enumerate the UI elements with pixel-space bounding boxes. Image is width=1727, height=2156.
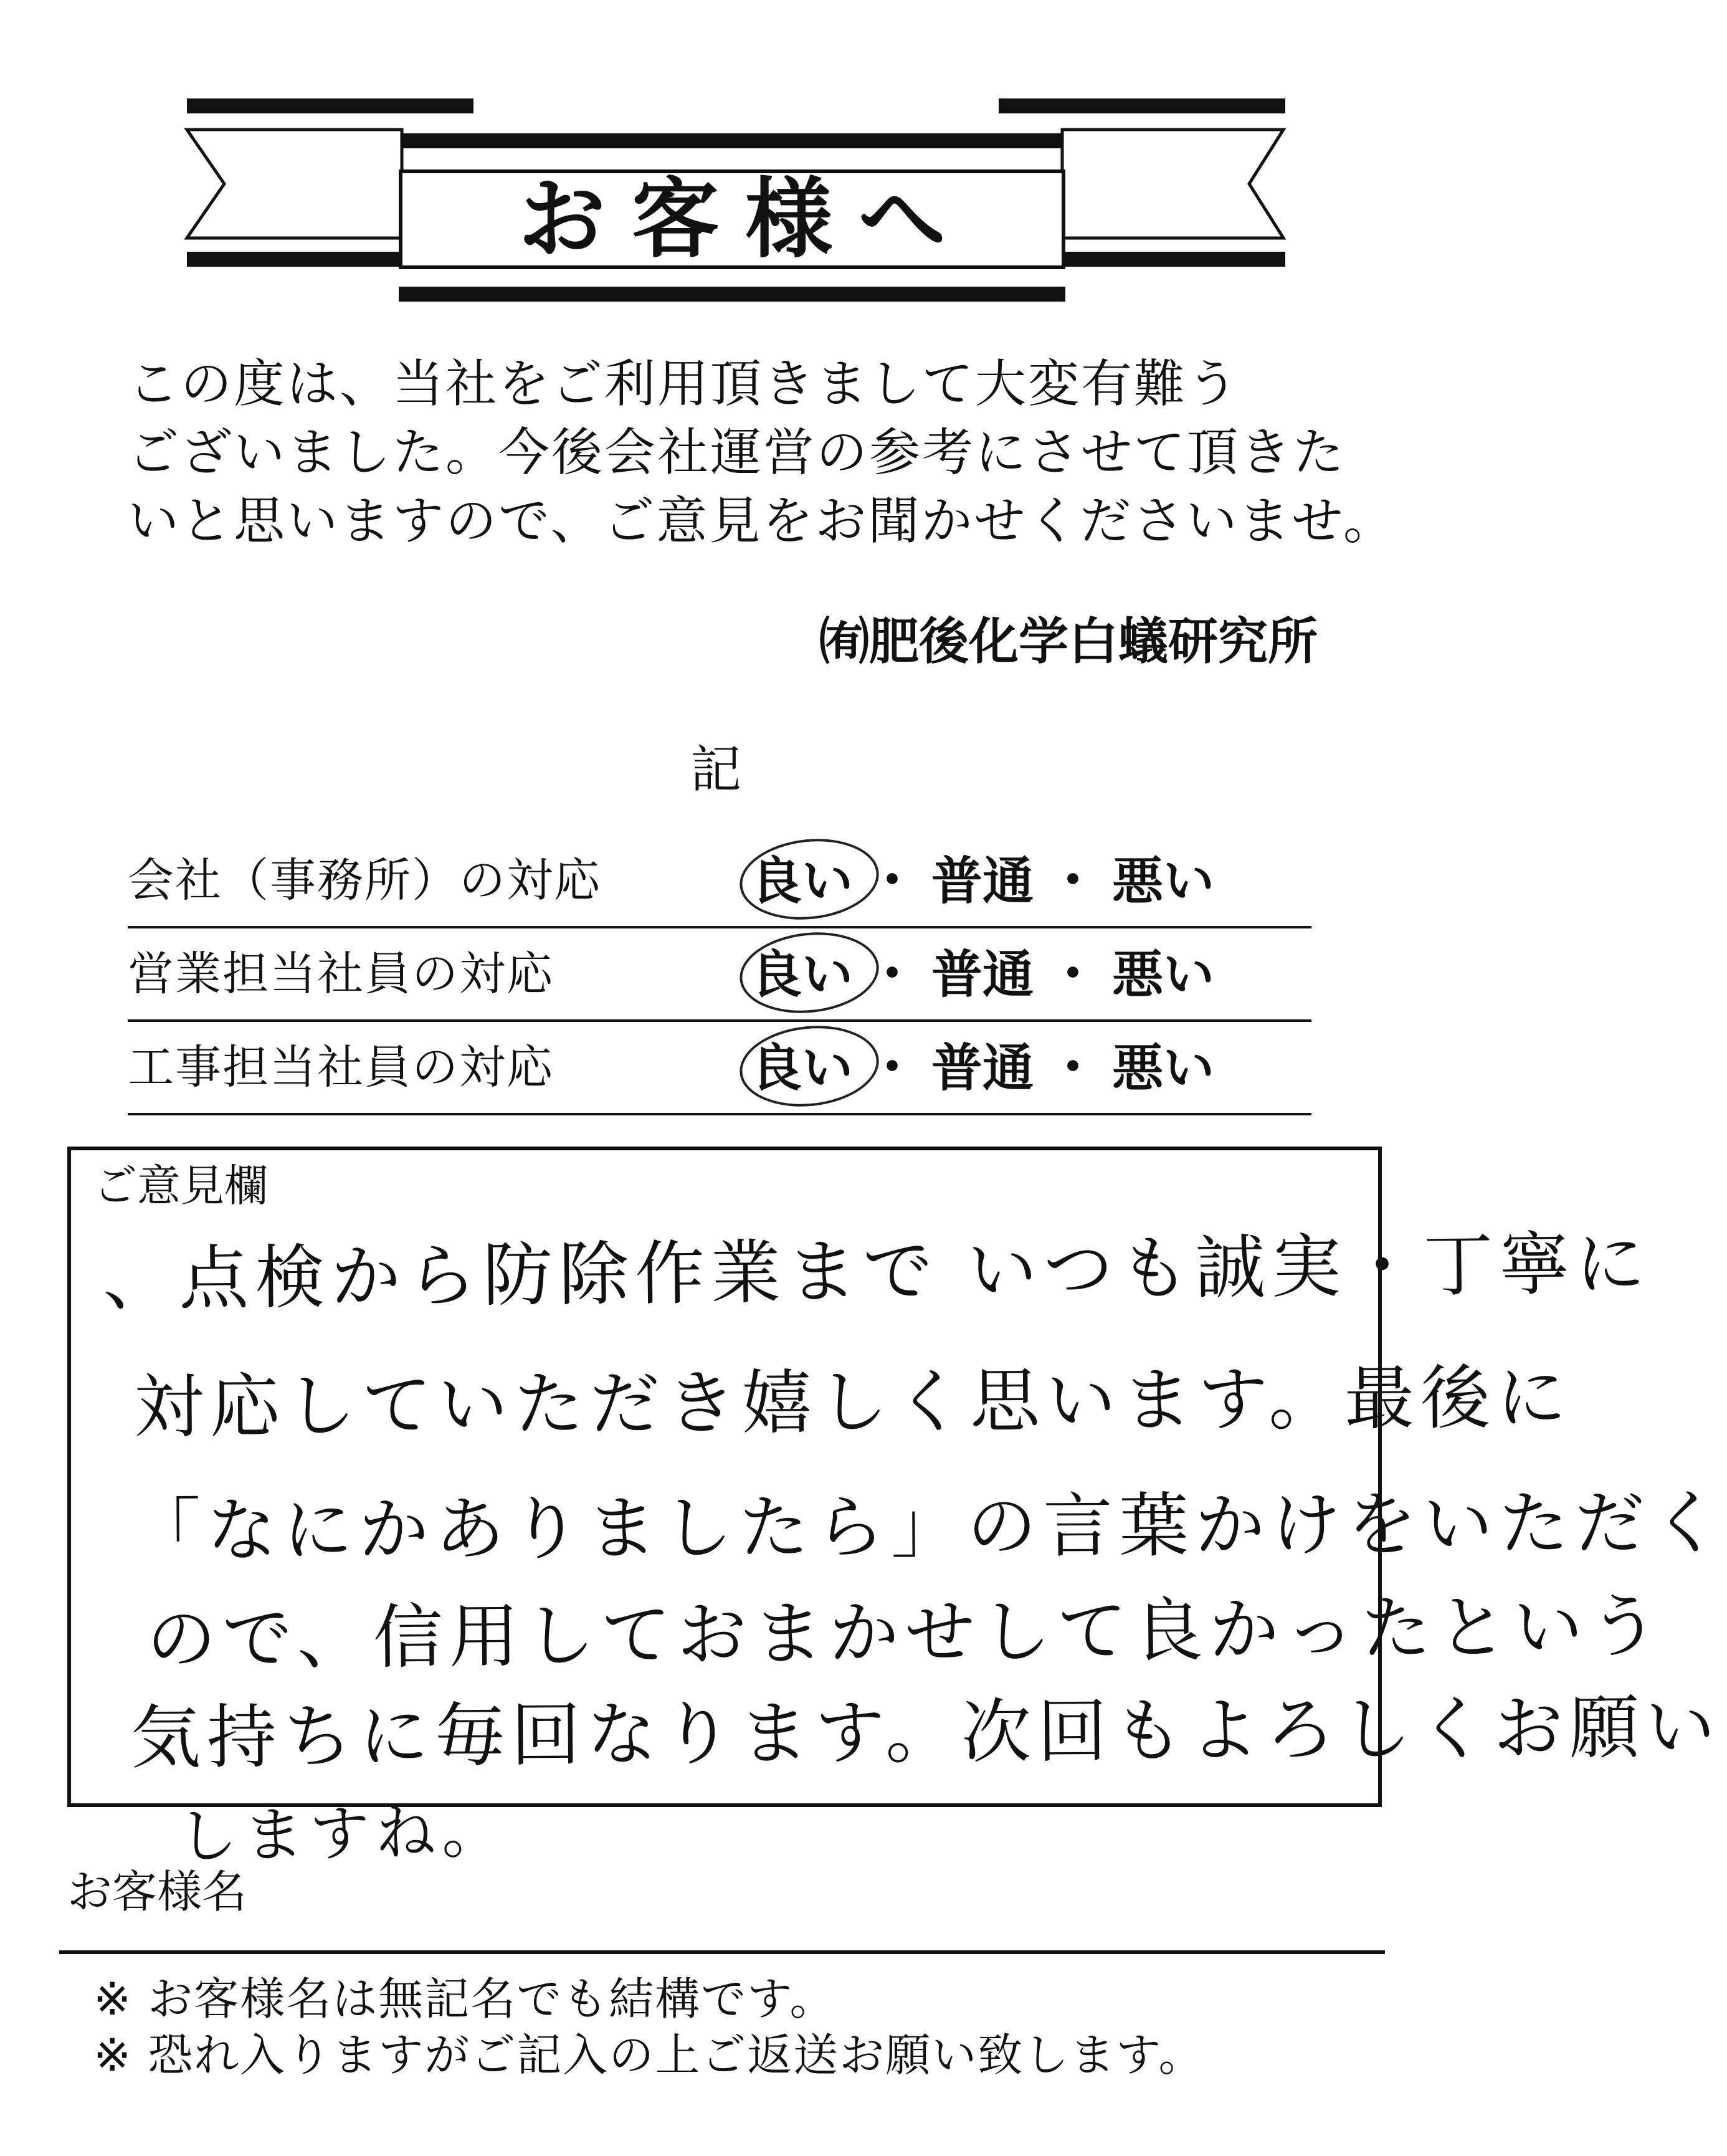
handwritten-line-6: しますね。 xyxy=(177,1796,508,1872)
separator: ・ xyxy=(867,851,918,910)
eval-options xyxy=(751,851,1215,911)
option-bad[interactable]: 悪い xyxy=(1112,851,1215,911)
intro-line-2: ございました。今後会社運営の参考にさせて頂きた xyxy=(128,423,1346,482)
banner-bar-bottom-center xyxy=(399,287,1065,302)
option-good[interactable]: 良い xyxy=(751,1042,853,1094)
eval-label: 工事担当社員の対応 xyxy=(128,1041,554,1094)
customer-name-field[interactable] xyxy=(59,1950,1385,1954)
handwritten-line-3: 「なにかありましたら」の言葉かけをいただく xyxy=(130,1482,1727,1572)
note-return: ※ 恐れ入りますがご記入の上ご返送お願い致します。 xyxy=(93,2029,1205,2081)
eval-row-sales xyxy=(128,928,1311,1022)
eval-options xyxy=(751,1038,1215,1098)
company-name: ㈲肥後化学白蟻研究所 xyxy=(819,613,1318,670)
page-title: お客様へ xyxy=(518,168,972,270)
eval-row-construction xyxy=(128,1022,1311,1115)
handwritten-line-2: 対応していただき嬉しく思います。最後に xyxy=(133,1357,1573,1449)
option-normal[interactable]: 普通 xyxy=(931,1038,1034,1098)
eval-label: 会社（事務所）の対応 xyxy=(128,854,601,907)
title-box xyxy=(399,169,1065,269)
option-normal[interactable]: 普通 xyxy=(931,851,1034,911)
option-good[interactable]: 良い xyxy=(751,949,853,1000)
eval-label: 営業担当社員の対応 xyxy=(128,947,554,1001)
banner-ribbon-right xyxy=(1062,125,1287,243)
option-normal[interactable]: 普通 xyxy=(931,945,1034,1004)
intro-line-3: いと思いますので、ご意見をお聞かせくださいませ。 xyxy=(128,492,1396,551)
banner-bar-top-center xyxy=(399,133,1065,148)
banner-bar-top-left xyxy=(187,98,473,113)
selection-circle xyxy=(736,926,883,1020)
intro-line-1: この度は、当社をご利用頂きまして大変有難う xyxy=(128,355,1240,414)
selection-circle xyxy=(736,1019,883,1114)
handwritten-line-4: ので、信用しておまかせして良かったという xyxy=(146,1586,1666,1681)
eval-row-office xyxy=(128,835,1311,928)
separator: ・ xyxy=(867,1038,918,1097)
separator: ・ xyxy=(867,945,918,1004)
comment-label: ご意見欄 xyxy=(93,1160,268,1211)
option-good[interactable]: 良い xyxy=(751,856,853,907)
option-bad[interactable]: 悪い xyxy=(1112,1038,1215,1098)
separator: ・ xyxy=(1047,945,1099,1004)
customer-name-label: お客様名 xyxy=(67,1866,247,1918)
option-bad[interactable]: 悪い xyxy=(1112,945,1215,1004)
ki-heading: 記 xyxy=(690,740,742,799)
separator: ・ xyxy=(1047,851,1099,910)
handwritten-line-5: 気持ちに毎回なります。次回もよろしくお願い xyxy=(130,1687,1722,1779)
note-anonymous: ※ お客様名は無記名でも結構です。 xyxy=(93,1973,836,2025)
eval-options xyxy=(751,945,1215,1004)
handwritten-line-1: 、点検から防除作業まで いつも誠実・丁寧に xyxy=(102,1223,1652,1321)
banner-bar-top-right xyxy=(999,98,1285,113)
banner-ribbon-left xyxy=(187,125,402,243)
selection-circle xyxy=(736,832,883,927)
separator: ・ xyxy=(1047,1038,1099,1097)
